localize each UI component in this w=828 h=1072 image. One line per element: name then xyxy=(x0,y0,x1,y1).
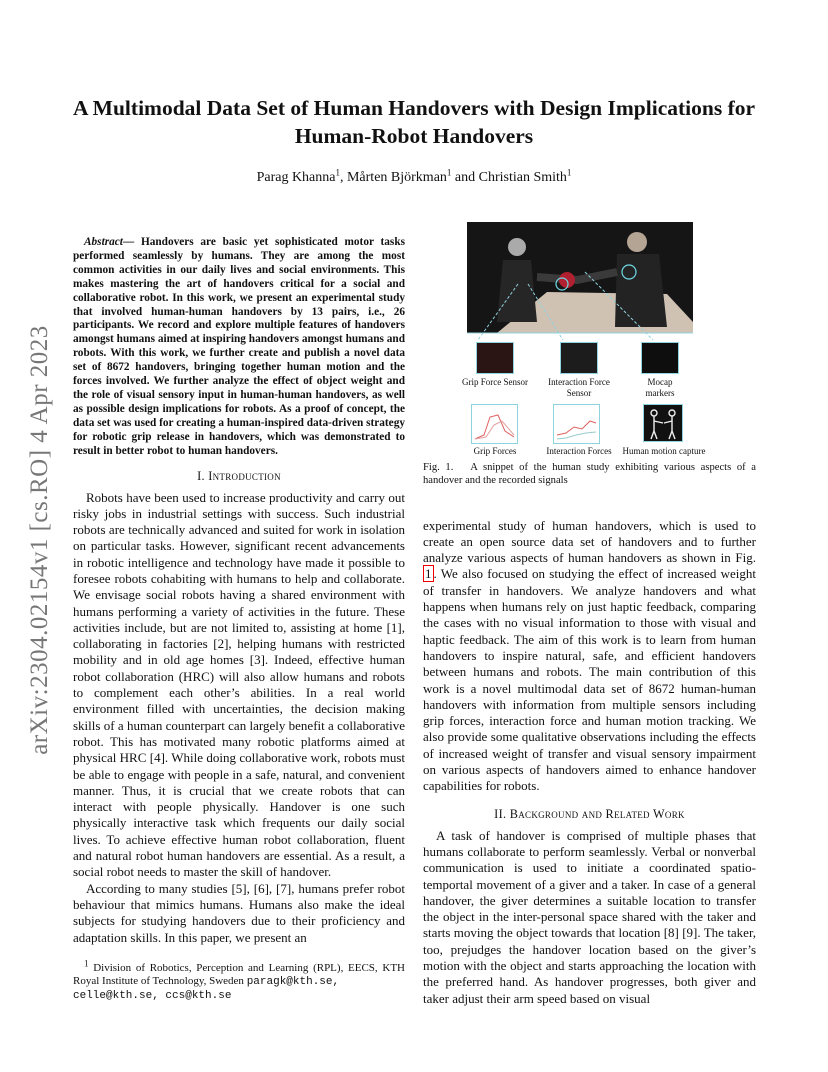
author-name: Parag Khanna xyxy=(256,170,336,185)
label-interaction-sensor: Interaction Force Sensor xyxy=(548,377,610,398)
right-column xyxy=(423,222,756,1007)
author-name: Christian Smith xyxy=(478,170,567,185)
label-motion-capture: Human motion capture xyxy=(622,446,706,456)
paragraph: According to many studies [5], [6], [7], humans prefer robot behaviour that mimics humans. Humans also make the ideal subjects for studying handovers due to their proficiency and adaptation skills. In this paper, we present an xyxy=(73,880,405,945)
motion-capture-thumb xyxy=(643,404,683,442)
figure-caption: Fig. 1. A snippet of the human study exhibiting various aspects of a handover and the recorded signals xyxy=(423,462,756,486)
paragraph: Robots have been used to increase productivity and carry out risky jobs in industrial settings with success. Such industrial robots are technically advanced and suited for work in isolation on particular tasks. However, significant recent advancements in robotic intelligence and technology have made it possible to foresee robots cohabiting with humans to help and collaborate. We envisage social robots having a shared environment with humans performing a variety of activities in the future. These activities include, but are not limited to, assisting at home [1], collaborating in factories [2], helping humans with restricted mobility and in old age homes [3]. Indeed, effective human robot collaboration (HRC) will also allow humans and robots to complement each other’s abilities. In a real world environment filled with uncertainties, the decision making skills of a human counterpart can largely benefit a collaborative robot. This has motivated many robotic platforms aimed at physical HRC [4]. While doing collaborative work, robots must be able to engage with people in a safe, natural, and convenient manner. Thus, it is crucial that we create robots that can interact with people physically. Handover is one such physically interactive task which frequents our daily social lives. To achieve effective human robot collaboration, fluent and natural robot human handovers are essential. As a result, a social robot needs to master the skill of handover. xyxy=(73,489,405,880)
footnote: $^1$ Division of Robotics, Perception and Learning (RPL), EECS, KTH Royal Institute of Technology, Sweden paragk@kth.se, celle@kth.se, ccs@kth.se xyxy=(73,958,405,1002)
figure-ref-link[interactable]: 1 xyxy=(425,566,432,582)
author-name: Mårten Björkman xyxy=(346,170,447,185)
label-interaction-forces: Interaction Forces xyxy=(546,446,612,456)
paragraph: A task of handover is comprised of multiple phases that humans collaborate to perform seamlessly. Verbal or nonverbal communication is used to initiate a coordinated spatio-temportal movement of a giver and a taker. In case of a general handover, the giver determines a suitable location to transfer the object in the inter-personal space shared with the taker and starts moving the object towards that location [8] [9]. The taker, too, prejudges the handover location based on the giver’s motion with the object and starts approaching the location with the preferred hand. As handover progresses, both giver and taker adjust their arm speed based on visual xyxy=(423,827,756,1006)
grip-sensor-thumb xyxy=(476,342,514,374)
label-grip-sensor: Grip Force Sensor xyxy=(462,377,528,387)
section-heading: I. Introduction xyxy=(197,468,281,483)
label-grip-forces: Grip Forces xyxy=(473,446,517,456)
interaction-sensor-thumb xyxy=(560,342,598,374)
interaction-forces-plot xyxy=(553,404,600,444)
left-column xyxy=(73,236,405,1003)
mocap-thumb xyxy=(641,342,679,374)
paper-title: A Multimodal Data Set of Human Handovers with Design Implications for Human-Robot Handovers xyxy=(72,96,756,148)
grip-forces-plot xyxy=(471,404,518,444)
paragraph: experimental study of human handovers, which is used to create an open source data set of handovers and to further analyze various aspects of human handovers as shown in Fig. 1 . We also focused on studying the effect of increased weight of transfer in handovers. We analyze handovers and what happens when humans rely on just haptic feedback, comparing the cases with no visual information to those with visual and haptic feedback. The aim of this work is to learn from human handovers to inspire natural, safe, and efficient handovers between humans and robots. The main contribution of this work is a novel multimodal data set of 8672 human-human handovers with information from multiple sensors including grip forces, interaction force and human motion tracking. We also provide some qualitative observations including the effects of increased weight of transfer and visual sensory impairment on various aspects of handovers aimed to enhance handover capabilities for robots. xyxy=(423,517,756,794)
figure-1 xyxy=(423,222,756,458)
abstract: Abstract— Handovers are basic yet sophisticated motor tasks performed seamlessly by humans. They are among the most common activities in our daily lives and social environments. This makes mastering the art of handovers critical for a social and collaborative robot. In this work, we present an experimental study that involved human-human handovers by 13 pairs, i.e., 26 participants. We record and explore multiple features of handovers amongst humans aimed at inspiring handovers amongst humans and robots. With this work, we further create and publish a novel data set of 8672 handovers, bringing together human motion and the forces involved. We further analyze the effect of object weight and the role of visual sensory input in human-human handovers, as well as possible design implications for robots. As a proof of concept, the data set was used for creating a human-inspired data-driven strategy for robotic grip release in handovers, which was demonstrated to result in better robot to human handovers. xyxy=(73,236,405,457)
arxiv-stamp: arXiv:2304.02154v1 [cs.RO] 4 Apr 2023 xyxy=(26,325,53,755)
section-heading: II. Background and Related Work xyxy=(494,806,685,821)
author-list: Parag Khanna$^1$, Mårten Björkman$^1$ and Christian Smith$^1$ xyxy=(256,167,572,185)
label-mocap: Mocap markers xyxy=(645,377,675,398)
